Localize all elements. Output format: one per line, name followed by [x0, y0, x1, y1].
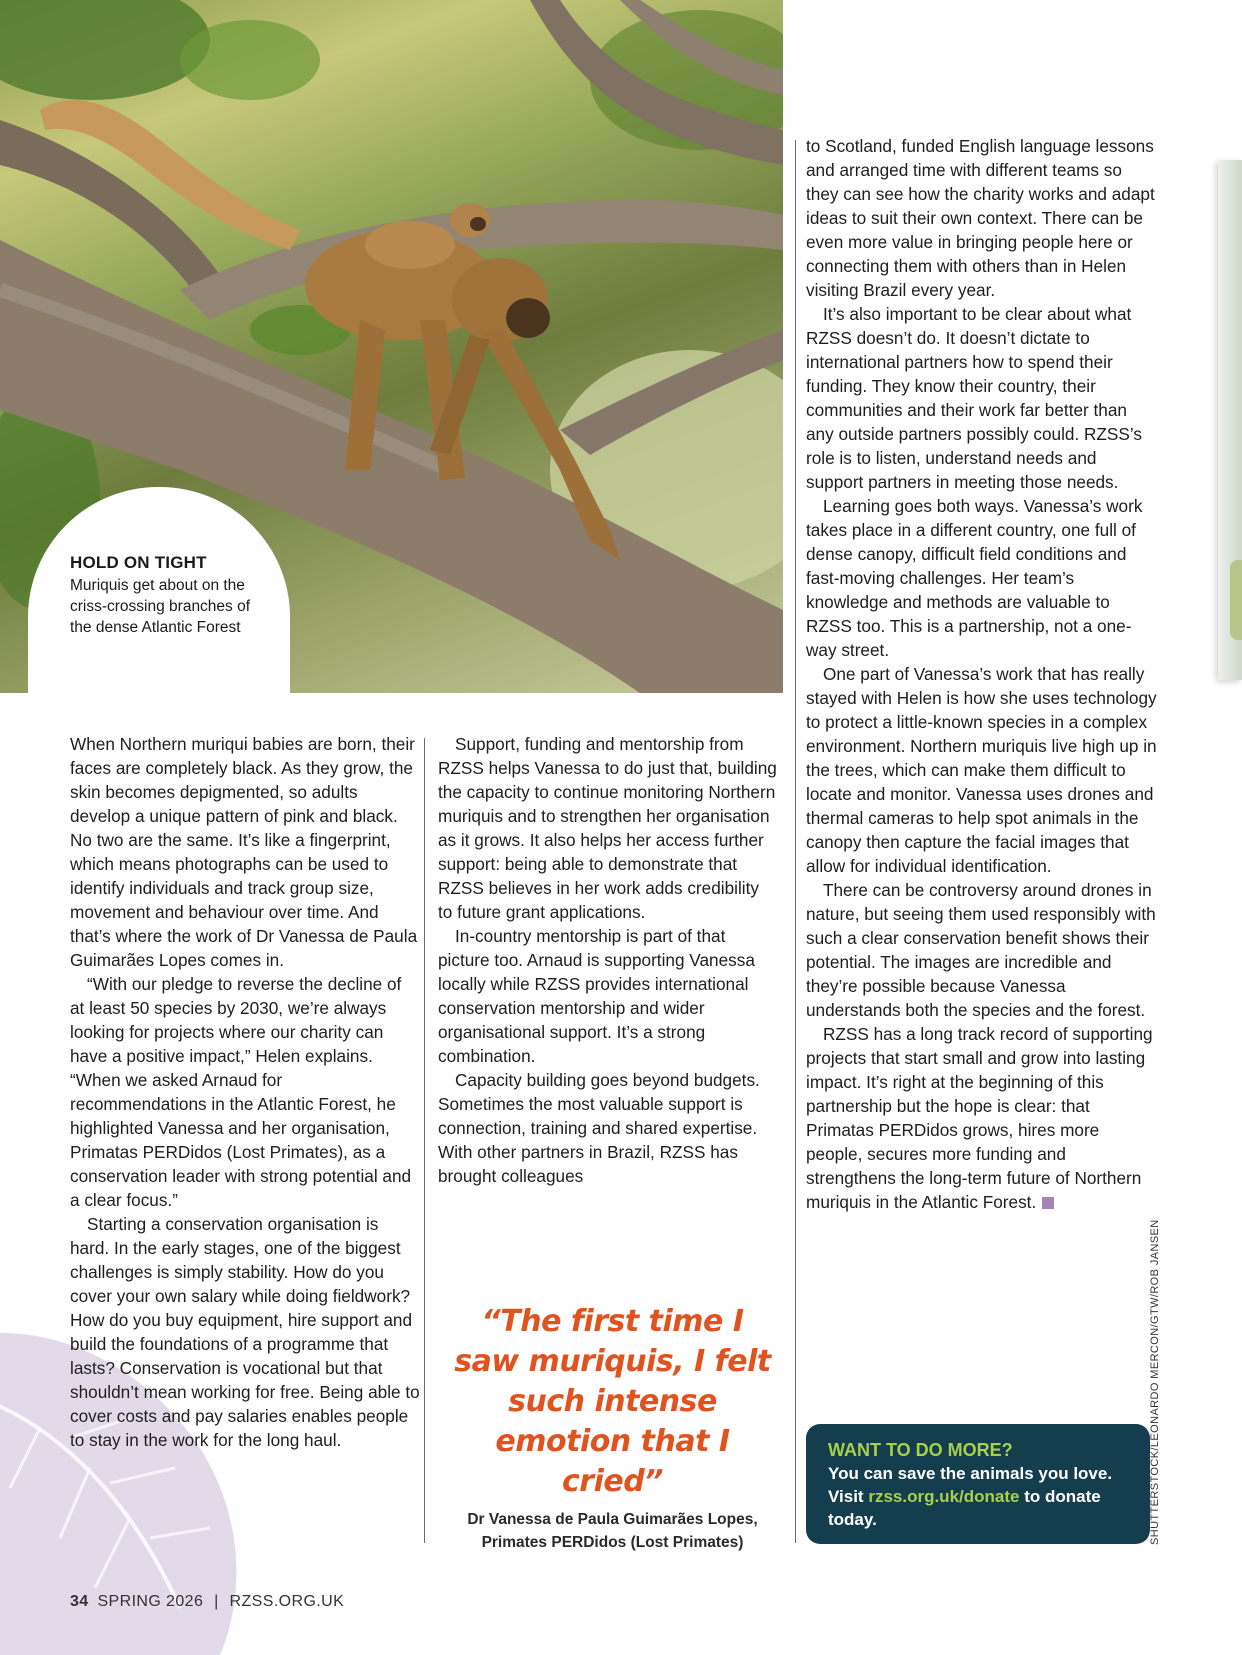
article-column-2	[438, 732, 778, 1188]
photo-credit: SHUTTERSTOCK/LEONARDO MERCON/GTW/ROB JANSEN	[1149, 1219, 1161, 1545]
issue-label: SPRING 2026	[97, 1593, 204, 1610]
paragraph: Capacity building goes beyond budgets. Sometimes the most valuable support is connection, training and shared expertise. With other partners in Brazil, RZSS has brought colleagues	[438, 1070, 760, 1186]
attribution-org: Primates PERDidos (Lost Primates)	[481, 1534, 744, 1551]
paragraph: It’s also important to be clear about what RZSS doesn’t do. It doesn’t dictate to international partners how to spend their funding. They know their country, their communities and their work far better than any outside partners possibly could. RZSS’s role is to listen, understand needs and support partners in meeting those needs.	[806, 304, 1142, 492]
paragraph: There can be controversy around drones in nature, but seeing them used responsibly with such a clear conservation benefit shows their potential. The images are incredible and they’re possible because Vanessa understands both the species and the forest.	[806, 880, 1156, 1020]
end-mark-icon	[1042, 1197, 1054, 1209]
next-page-leaf	[1230, 560, 1242, 640]
callout-body-suffix: to donate today.	[828, 1487, 1101, 1529]
donate-callout	[806, 1424, 1150, 1544]
page-number: 34	[70, 1593, 89, 1610]
photo-caption	[70, 553, 270, 638]
article-column-1	[70, 732, 420, 1452]
column-divider	[795, 140, 796, 1543]
paragraph: to Scotland, funded English language lessons and arranged time with different teams so they can see how the charity works and adapt ideas to suit their own context. There can be even more value in bringing people here or connecting them with others than in Helen visiting Brazil every year.	[806, 136, 1155, 300]
caption-title: HOLD ON TIGHT	[70, 553, 207, 572]
site-link[interactable]: RZSS.ORG.UK	[229, 1593, 345, 1610]
paragraph: In-country mentorship is part of that picture too. Arnaud is supporting Vanessa locally while RZSS provides international conservation mentorship and wider organisational support. It’s a strong combination.	[438, 926, 755, 1066]
caption-body: Muriquis get about on the criss-crossing branches of the dense Atlantic Forest	[70, 577, 251, 636]
paragraph: Support, funding and mentorship from RZSS helps Vanessa to do just that, building the capacity to continue monitoring Northern muriquis and to strengthen her organisation as it grows. It also helps her access further support: being able to demonstrate that RZSS believes in her work adds credibility to future grant applications.	[438, 734, 777, 922]
callout-title: WANT TO DO MORE?	[828, 1440, 1013, 1460]
paragraph-final	[806, 1022, 1158, 1214]
footer-separator: |	[214, 1593, 219, 1610]
paragraph: When Northern muriqui babies are born, their faces are completely black. As they grow, the skin becomes depigmented, so adults develop a unique pattern of pink and black. No two are the same. It’s like a fingerprint, which means photographs can be used to identify individuals and track group size, movement and behaviour over time. And that’s where the work of Dr Vanessa de Paula Guimarães Lopes comes in.	[70, 734, 418, 970]
paragraph: “With our pledge to reverse the decline of at least 50 species by 2030, we’re always looking for projects where our charity can have a positive impact,” Helen explains. “When we asked Arnaud for recommendations in the Atlantic Forest, he highlighted Vanessa and her organisation, Primatas PERDidos (Lost Primates), as a conservation leader with strong potential and a clear focus.”	[70, 974, 412, 1210]
column-divider	[424, 738, 425, 1543]
article-column-3	[806, 134, 1158, 1214]
callout-body-prefix: You can save the animals you love. Visit	[828, 1464, 1113, 1506]
donate-link[interactable]: rzss.org.uk/donate	[868, 1487, 1020, 1506]
paragraph: Starting a conservation organisation is hard. In the early stages, one of the biggest challenges is simply stability. How do you cover your own salary while doing fieldwork? How do you buy equipment, hire support and build the foundations of a programme that lasts? Conservation is vocational but that shouldn’t mean working for free. Being able to cover costs and pay salaries enables people to stay in the work for the long haul.	[70, 1214, 420, 1450]
pull-quote-attribution	[445, 1508, 780, 1554]
paragraph: Learning goes both ways. Vanessa’s work takes place in a different country, one full of dense canopy, difficult field conditions and fast-moving challenges. Her team’s knowledge and methods are valuable to RZSS too. This is a partnership, not a one-way street.	[806, 496, 1143, 660]
pull-quote-text: “The first time I saw muriquis, I felt such intense emotion that I cried”	[454, 1304, 771, 1499]
pull-quote	[445, 1302, 780, 1554]
paragraph: One part of Vanessa’s work that has really stayed with Helen is how she uses technology to protect a little-known species in a complex environment. Northern muriquis live high up in the trees, which can make them difficult to locate and monitor. Vanessa uses drones and thermal cameras to help spot animals in the canopy then capture the facial images that allow for individual identification.	[806, 664, 1157, 876]
attribution-name: Dr Vanessa de Paula Guimarães Lopes,	[467, 1511, 758, 1528]
paragraph-final-text: RZSS has a long track record of supporting projects that start small and grow into lasting impact. It’s right at the beginning of this partnership but the hope is clear: that Primatas PERDidos grows, hires more people, secures more funding and strengthens the long-term future of Northern muriquis in the Atlantic Forest.	[806, 1024, 1153, 1212]
page-footer	[70, 1593, 344, 1611]
callout-body	[828, 1462, 1128, 1531]
